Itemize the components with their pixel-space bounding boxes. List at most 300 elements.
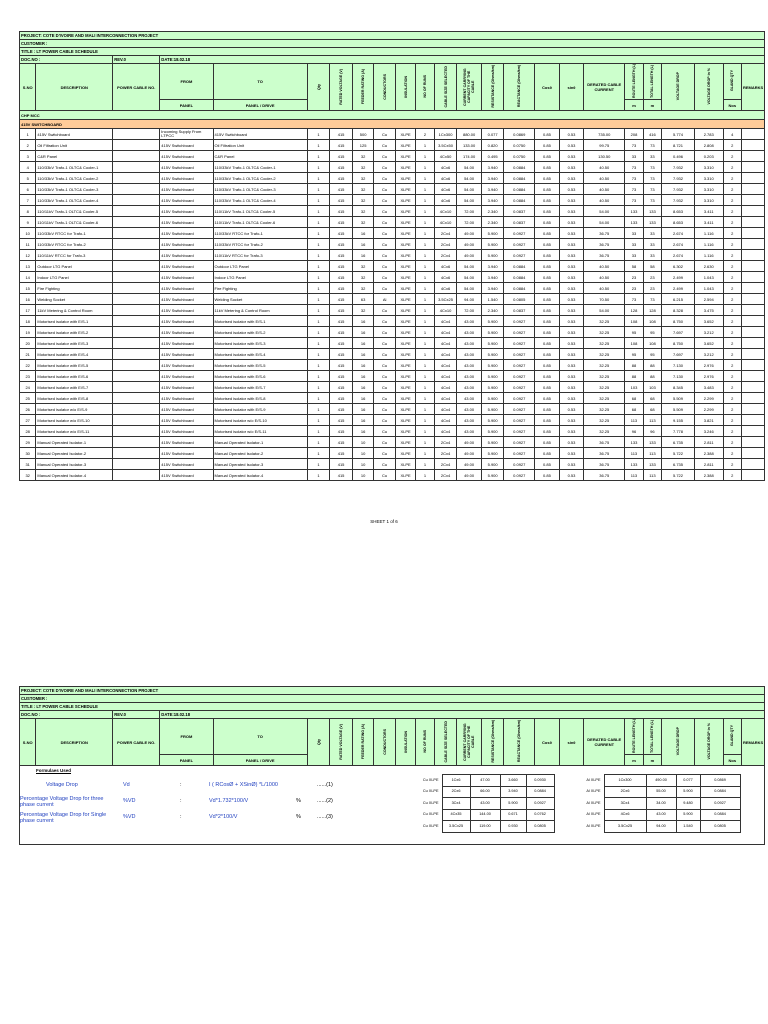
table-row	[20, 338, 765, 349]
cell-insulation: XLPE	[395, 382, 415, 393]
formula-symbol: %VD	[123, 814, 136, 820]
col-voltage-drop-pct-2: VOLTAGE DROP in %	[706, 723, 711, 760]
cell-from-panel: 415V Switchboard	[160, 382, 213, 393]
cell-qty: 1	[307, 239, 330, 250]
al-table-cell: 0.0869	[700, 775, 740, 787]
col-no-of-runs: NO OF RUNS	[423, 75, 428, 98]
cell-voltage-drop-pct: 3.310	[694, 184, 723, 195]
table-row	[20, 360, 765, 371]
cell-sin: 0.53	[559, 206, 584, 217]
cell-total-length: 88	[643, 360, 661, 371]
cell-remarks	[742, 162, 765, 173]
cell-gland-qty: 2	[723, 261, 741, 272]
cell-conductor: Cu	[374, 217, 396, 228]
cell-from-panel: 415V Switchboard	[160, 404, 213, 415]
table-row	[20, 129, 765, 140]
cell-current-capacity: 43.00	[457, 382, 482, 393]
table-row	[20, 173, 765, 184]
cell-derated-current: 32.25	[584, 360, 625, 371]
cell-resistance: 0.495	[481, 151, 504, 162]
cell-power-cable	[113, 393, 160, 404]
cell-resistance: 3.940	[481, 261, 504, 272]
cu-table-cell: 0.0927	[526, 798, 554, 810]
cell-route-length: 68	[625, 393, 643, 404]
cell-voltage-drop-pct: 3.310	[694, 162, 723, 173]
cell-to-panel-drive: 110/11kV RTCC for Trafo-3	[213, 250, 307, 261]
table-row	[20, 261, 765, 272]
doc-number: DOC.NO :	[20, 56, 113, 64]
cell-sno: 27	[20, 415, 36, 426]
cell-resistance: 5.900	[481, 404, 504, 415]
cell-description: Manual Operated Isolator-3	[36, 459, 113, 470]
cell-reactance: 0.0927	[504, 393, 535, 404]
cell-reactance: 0.0884	[504, 195, 535, 206]
section-chp-mcc: CHP MCC	[20, 111, 765, 120]
cell-derated-current: 54.00	[584, 206, 625, 217]
cell-no-of-runs: 1	[416, 283, 434, 294]
cu-table-cell: 3.940	[500, 786, 526, 798]
cell-reactance: 0.0927	[504, 338, 535, 349]
al-table-cell: 490.00	[646, 775, 676, 787]
col-qty-2: Qty	[316, 738, 321, 745]
cell-current-capacity: 880.00	[457, 129, 482, 140]
cell-current-capacity: 54.00	[457, 261, 482, 272]
cell-route-length: 73	[625, 173, 643, 184]
cell-from-panel: 415V Switchboard	[160, 184, 213, 195]
cell-route-length: 208	[625, 129, 643, 140]
cell-conductor: Cu	[374, 129, 396, 140]
col-voltage-drop-pct: VOLTAGE DROP in %	[706, 68, 711, 105]
cell-description: 110/33kV RTCC for Trafo-2	[36, 239, 113, 250]
cell-current-capacity: 43.00	[457, 360, 482, 371]
cu-cable-table	[394, 774, 555, 833]
cell-no-of-runs: 1	[416, 382, 434, 393]
cell-power-cable	[113, 129, 160, 140]
cell-route-length: 133	[625, 217, 643, 228]
cell-rated-voltage: 415	[330, 272, 353, 283]
cell-sin: 0.53	[559, 272, 584, 283]
cell-cable-size: 2Cx4	[434, 228, 457, 239]
cell-voltage-drop: 8.750	[662, 316, 695, 327]
cell-gland-qty: 2	[723, 415, 741, 426]
cu-table-cell: 5.900	[500, 798, 526, 810]
cell-total-length: 33	[643, 151, 661, 162]
cell-description: 110/11kV Trafo-1 OLTC& Cooler-5	[36, 206, 113, 217]
cell-cable-size: 4Cx6	[434, 162, 457, 173]
al-table-cell: 4Cx6	[604, 809, 646, 821]
cell-no-of-runs: 1	[416, 239, 434, 250]
cell-voltage-drop-pct: 2.811	[694, 459, 723, 470]
cell-description: Motorised isolator w/o E/S-11	[36, 426, 113, 437]
cell-no-of-runs: 1	[416, 415, 434, 426]
cell-derated-current: 32.25	[584, 316, 625, 327]
cell-to-panel-drive: Manual Operated Isolator-2	[213, 448, 307, 459]
cell-feeder-rating: 32	[352, 305, 374, 316]
cell-remarks	[742, 228, 765, 239]
cell-qty: 1	[307, 173, 330, 184]
cu-table-cell: 0.0930	[526, 775, 554, 787]
cell-to-panel-drive: Motorised isolator with E/S-7	[213, 382, 307, 393]
cell-power-cable	[113, 437, 160, 448]
cell-sin: 0.53	[559, 316, 584, 327]
cell-reactance: 0.0927	[504, 239, 535, 250]
formula-symbol: %VD	[123, 798, 136, 804]
cell-remarks	[742, 151, 765, 162]
cell-route-length: 103	[625, 382, 643, 393]
cell-no-of-runs: 1	[416, 327, 434, 338]
cell-remarks	[742, 470, 765, 481]
cell-remarks	[742, 426, 765, 437]
cu-table-row	[394, 821, 554, 833]
cell-route-length: 68	[625, 404, 643, 415]
cell-rated-voltage: 415	[330, 349, 353, 360]
cell-cable-size: 4Cx4	[434, 393, 457, 404]
cell-current-capacity: 49.00	[457, 459, 482, 470]
cell-derated-current: 36.75	[584, 470, 625, 481]
cell-feeder-rating: 32	[352, 173, 374, 184]
cell-resistance: 5.900	[481, 393, 504, 404]
cell-conductor: Cu	[374, 239, 396, 250]
cell-total-length: 73	[643, 162, 661, 173]
cell-conductor: Cu	[374, 415, 396, 426]
cell-no-of-runs: 1	[416, 250, 434, 261]
col-sin-2: sinθ	[559, 719, 584, 766]
cell-power-cable	[113, 338, 160, 349]
cell-feeder-rating: 16	[352, 404, 374, 415]
cell-voltage-drop-pct: 2.594	[694, 294, 723, 305]
cell-conductor: Cu	[374, 283, 396, 294]
cell-derated-current: 40.50	[584, 184, 625, 195]
cell-derated-current: 40.50	[584, 283, 625, 294]
cell-total-length: 33	[643, 250, 661, 261]
cell-voltage-drop-pct: 2.808	[694, 140, 723, 151]
table-row	[20, 371, 765, 382]
cell-voltage-drop-pct: 2.299	[694, 404, 723, 415]
cell-insulation: XLPE	[395, 459, 415, 470]
cell-route-length: 108	[625, 316, 643, 327]
table-row	[20, 250, 765, 261]
cell-qty: 1	[307, 338, 330, 349]
cell-from-panel: 415V Switchboard	[160, 173, 213, 184]
cell-cos: 0.85	[535, 294, 560, 305]
cell-total-length: 73	[643, 184, 661, 195]
cell-from-panel: 415V Switchboard	[160, 217, 213, 228]
cell-rated-voltage: 415	[330, 470, 353, 481]
cell-cos: 0.85	[535, 283, 560, 294]
cell-current-capacity: 43.00	[457, 426, 482, 437]
cell-to-panel-drive: Motorised isolator with E/S-8	[213, 393, 307, 404]
cell-to-panel-drive: 415V Switchboard	[213, 129, 307, 140]
col-qty: Qty	[316, 83, 321, 90]
cell-route-length: 33	[625, 151, 643, 162]
cell-sin: 0.53	[559, 305, 584, 316]
cell-remarks	[742, 393, 765, 404]
cell-feeder-rating: 10	[352, 470, 374, 481]
cell-no-of-runs: 1	[416, 459, 434, 470]
cell-qty: 1	[307, 470, 330, 481]
cell-current-capacity: 54.00	[457, 173, 482, 184]
cell-remarks	[742, 349, 765, 360]
cell-power-cable	[113, 283, 160, 294]
al-table-cell: Al XLPE	[586, 800, 601, 805]
cell-sno: 4	[20, 162, 36, 173]
cell-voltage-drop-pct: 3.475	[694, 305, 723, 316]
cell-sno: 28	[20, 426, 36, 437]
cell-reactance: 0.0927	[504, 316, 535, 327]
cell-derated-current: 40.50	[584, 272, 625, 283]
cell-no-of-runs: 1	[416, 294, 434, 305]
cell-power-cable	[113, 250, 160, 261]
cell-cable-size: 2Cx4	[434, 470, 457, 481]
cell-voltage-drop-pct: 3.411	[694, 217, 723, 228]
col-cable-size: CABLE SIZE SELECTED	[443, 65, 448, 108]
cell-current-capacity: 43.00	[457, 327, 482, 338]
col-to-2: TO	[213, 719, 307, 755]
cell-cable-size: 2Cx4	[434, 239, 457, 250]
cell-qty: 1	[307, 382, 330, 393]
cell-sno: 10	[20, 228, 36, 239]
unit-total-m-2: m	[643, 755, 661, 766]
cell-rated-voltage: 415	[330, 404, 353, 415]
cell-voltage-drop: 5.774	[662, 129, 695, 140]
cell-feeder-rating: 32	[352, 283, 374, 294]
col-resistance-2: RESISTANCE (Ohms/km)	[490, 720, 495, 763]
cell-insulation: XLPE	[395, 393, 415, 404]
cell-no-of-runs: 1	[416, 437, 434, 448]
cell-power-cable	[113, 206, 160, 217]
cell-voltage-drop-pct: 3.246	[694, 426, 723, 437]
cell-qty: 1	[307, 228, 330, 239]
formula-colon: :	[180, 798, 182, 804]
cell-total-length: 58	[643, 261, 661, 272]
col-derated-current-2: DERATED CABLE CURRENT	[584, 719, 625, 766]
cell-to-panel-drive: 110/11kV Trafo-1 OLTC& Cooler-5	[213, 206, 307, 217]
cell-voltage-drop: 8.750	[662, 338, 695, 349]
cell-voltage-drop-pct: 3.212	[694, 327, 723, 338]
table-row	[20, 140, 765, 151]
al-table-cell: 2Cx6	[604, 786, 646, 798]
cell-cos: 0.85	[535, 140, 560, 151]
cell-derated-current: 40.50	[584, 195, 625, 206]
table-row	[20, 327, 765, 338]
cell-route-length: 33	[625, 228, 643, 239]
cu-table-cell: Cu XLPE	[422, 800, 439, 805]
formula-expression: I ( RCosØ + XSinØ) *L/1000	[209, 782, 278, 788]
cell-remarks	[742, 448, 765, 459]
cell-rated-voltage: 415	[330, 426, 353, 437]
cell-to-panel-drive: 110/33kV Trafo-1 OLTC& Cooler-1	[213, 162, 307, 173]
cell-voltage-drop: 7.932	[662, 173, 695, 184]
cell-total-length: 133	[643, 217, 661, 228]
cell-voltage-drop-pct: 3.821	[694, 415, 723, 426]
col-to: TO	[213, 64, 307, 100]
cell-voltage-drop: 8.721	[662, 140, 695, 151]
cu-table-cell: 66.00	[470, 786, 500, 798]
cell-from-panel: 415V Switchboard	[160, 294, 213, 305]
formulas-panel	[19, 766, 765, 845]
al-table-cell: 3.5Cx25	[604, 821, 646, 833]
cell-current-capacity: 54.00	[457, 184, 482, 195]
col-voltage-drop: VOLTAGE DROP	[676, 72, 680, 101]
cell-qty: 1	[307, 206, 330, 217]
col-reactance-2: REACTANCE (Ohms/km)	[517, 720, 522, 763]
cell-voltage-drop-pct: 3.310	[694, 173, 723, 184]
col-current-capacity-2: CURRENT CARRYING CAPACITY OF THE CABLE	[463, 722, 476, 761]
table-row	[20, 162, 765, 173]
cell-cable-size: 4Cx4	[434, 360, 457, 371]
cell-power-cable	[113, 448, 160, 459]
cell-description: Motorised isolator w/o E/S-10	[36, 415, 113, 426]
cell-insulation: XLPE	[395, 448, 415, 459]
cell-rated-voltage: 415	[330, 239, 353, 250]
cell-power-cable	[113, 415, 160, 426]
cell-insulation: XLPE	[395, 415, 415, 426]
cell-gland-qty: 2	[723, 327, 741, 338]
cell-qty: 1	[307, 250, 330, 261]
formula-label: Percentage Voltage Drop for Single phase current	[20, 812, 107, 824]
unit-route-m-2: m	[625, 755, 643, 766]
cell-description: 110/11kV RTCC for Trafo-3	[36, 250, 113, 261]
cell-insulation: XLPE	[395, 173, 415, 184]
cell-description: Motorised isolator w/o E/S-9	[36, 404, 113, 415]
al-table-cell: Al XLPE	[586, 777, 601, 782]
cell-route-length: 73	[625, 140, 643, 151]
cell-voltage-drop-pct: 1.116	[694, 250, 723, 261]
cell-current-capacity: 54.00	[457, 272, 482, 283]
cell-rated-voltage: 415	[330, 217, 353, 228]
col-derated-current: DERATED CABLE CURRENT	[584, 64, 625, 111]
cell-sin: 0.53	[559, 437, 584, 448]
cell-to-panel-drive: Motorised isolator with E/S-3	[213, 338, 307, 349]
cell-rated-voltage: 415	[330, 173, 353, 184]
cell-no-of-runs: 1	[416, 316, 434, 327]
cell-cable-size: 4Cx10	[434, 305, 457, 316]
cell-conductor: Cu	[374, 316, 396, 327]
table-row	[20, 437, 765, 448]
cell-derated-current: 32.25	[584, 426, 625, 437]
cell-rated-voltage: 415	[330, 151, 353, 162]
cell-sin: 0.53	[559, 217, 584, 228]
section-415v-switchboard: 415V SWITCHBOARD	[20, 120, 765, 129]
unit-route-m: m	[625, 100, 643, 111]
cell-feeder-rating: 10	[352, 437, 374, 448]
cell-cos: 0.85	[535, 448, 560, 459]
al-table-row	[554, 775, 740, 787]
cell-description: Motorised isolator with E/S-3	[36, 338, 113, 349]
cell-gland-qty: 2	[723, 360, 741, 371]
cell-rated-voltage: 415	[330, 195, 353, 206]
cell-power-cable	[113, 184, 160, 195]
cell-current-capacity: 43.00	[457, 338, 482, 349]
document-date-2: DATE:18.02.18	[160, 711, 765, 719]
cell-gland-qty: 2	[723, 382, 741, 393]
cell-from-panel: 415V Switchboard	[160, 239, 213, 250]
cell-derated-current: 36.75	[584, 448, 625, 459]
cell-derated-current: 36.75	[584, 437, 625, 448]
cell-current-capacity: 43.00	[457, 404, 482, 415]
cell-gland-qty: 2	[723, 338, 741, 349]
cell-rated-voltage: 415	[330, 228, 353, 239]
cell-gland-qty: 2	[723, 459, 741, 470]
cu-table-cell: Cu XLPE	[422, 812, 439, 817]
cell-description: 110/33kV Trafo-1 OLTC& Cooler-1	[36, 162, 113, 173]
cell-resistance: 5.900	[481, 228, 504, 239]
cell-conductor: Cu	[374, 327, 396, 338]
cell-voltage-drop: 0.496	[662, 151, 695, 162]
cell-feeder-rating: 500	[352, 129, 374, 140]
cell-reactance: 0.0837	[504, 305, 535, 316]
cell-resistance: 5.900	[481, 338, 504, 349]
cell-reactance: 0.0869	[504, 129, 535, 140]
cell-cos: 0.85	[535, 382, 560, 393]
cell-description: 110/33kV Trafo-1 OLTC& Cooler-2	[36, 173, 113, 184]
cell-gland-qty: 2	[723, 272, 741, 283]
cell-reactance: 0.0884	[504, 272, 535, 283]
cell-cos: 0.85	[535, 206, 560, 217]
col-feeder-rating-2: FEEDER RATING (A)	[361, 723, 366, 760]
cell-sin: 0.53	[559, 173, 584, 184]
cell-rated-voltage: 415	[330, 206, 353, 217]
cell-conductor: Cu	[374, 206, 396, 217]
cell-no-of-runs: 1	[416, 151, 434, 162]
cell-route-length: 73	[625, 162, 643, 173]
cell-description: Indoor LTG Panel	[36, 272, 113, 283]
cu-table-cell: 0.0762	[526, 809, 554, 821]
cell-resistance: 5.900	[481, 349, 504, 360]
cell-cable-size: 2Cx4	[434, 448, 457, 459]
table-row	[20, 239, 765, 250]
al-table-cell: 0.0884	[700, 809, 740, 821]
cu-table-cell: 0.0884	[526, 786, 554, 798]
cell-remarks	[742, 140, 765, 151]
col-from: FROM	[160, 64, 213, 100]
cell-conductor: Cu	[374, 404, 396, 415]
cell-to-panel-drive: C&R Panel	[213, 151, 307, 162]
cell-feeder-rating: 32	[352, 217, 374, 228]
cell-conductor: Cu	[374, 426, 396, 437]
cu-table-cell: 3.660	[500, 775, 526, 787]
cell-cable-size: 4Cx4	[434, 338, 457, 349]
cell-rated-voltage: 415	[330, 327, 353, 338]
cell-no-of-runs: 1	[416, 195, 434, 206]
col-remarks: REMARKS	[742, 64, 765, 111]
cell-resistance: 5.900	[481, 316, 504, 327]
cu-table-cell: Cu XLPE	[422, 789, 439, 794]
cell-voltage-drop: 8.653	[662, 206, 695, 217]
cell-derated-current: 40.50	[584, 173, 625, 184]
formula-percent: %	[296, 814, 301, 820]
cell-feeder-rating: 125	[352, 140, 374, 151]
col-route-length: ROUTE LENGTH (L)	[631, 64, 636, 98]
cell-rated-voltage: 415	[330, 250, 353, 261]
cell-voltage-drop-pct: 3.310	[694, 195, 723, 206]
cell-from-panel: 415V Switchboard	[160, 426, 213, 437]
cell-conductor: Al	[374, 294, 396, 305]
col-rated-voltage: RATED VOLTAGE (V)	[339, 68, 344, 105]
col-insulation: INSULATION	[403, 75, 408, 98]
cell-voltage-drop-pct: 2.299	[694, 393, 723, 404]
cell-sin: 0.53	[559, 459, 584, 470]
cell-route-length: 23	[625, 283, 643, 294]
cell-cos: 0.85	[535, 316, 560, 327]
cell-cos: 0.85	[535, 195, 560, 206]
cell-feeder-rating: 10	[352, 459, 374, 470]
cell-cos: 0.85	[535, 184, 560, 195]
cell-sno: 30	[20, 448, 36, 459]
cell-remarks	[742, 217, 765, 228]
cell-from-panel: 415V Switchboard	[160, 305, 213, 316]
cell-qty: 1	[307, 393, 330, 404]
